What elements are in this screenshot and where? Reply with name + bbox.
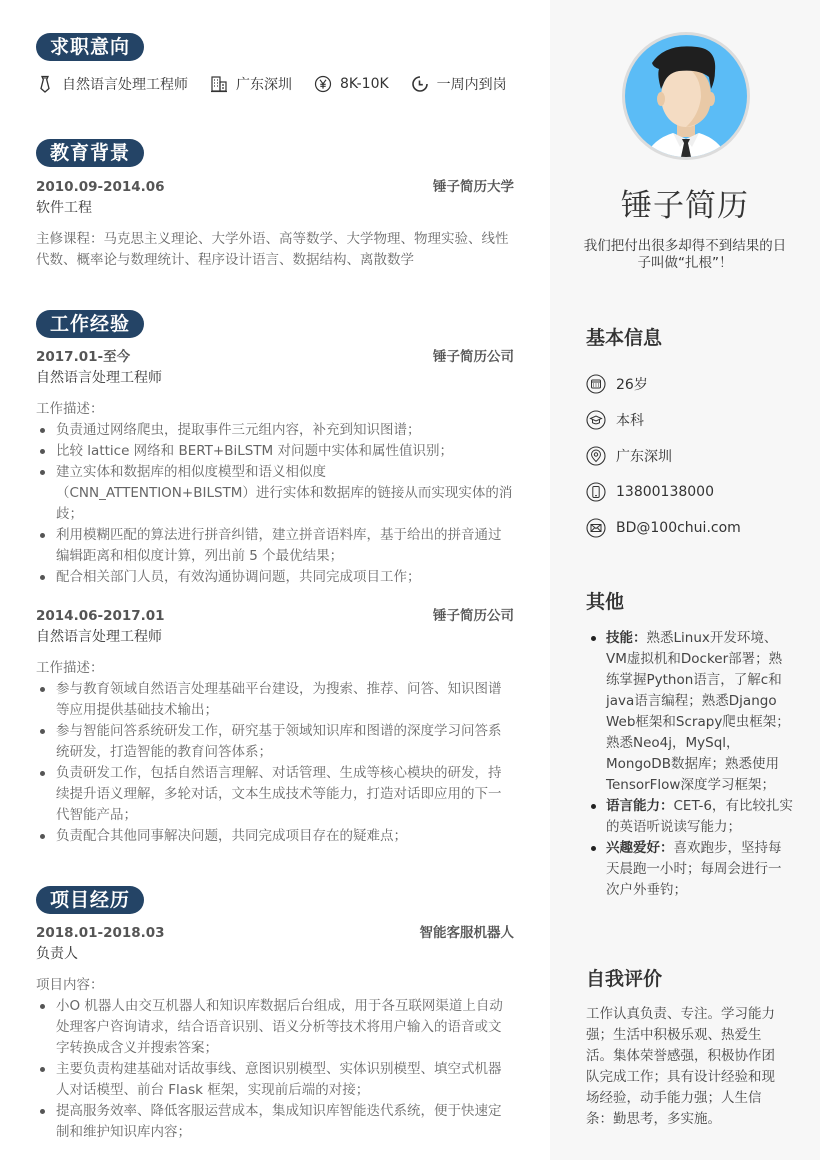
graduation-cap-icon — [586, 410, 606, 430]
info-age-text: 26岁 — [616, 377, 648, 393]
info-email — [586, 510, 741, 546]
list-item-language — [588, 796, 793, 838]
language-label: 语言能力： — [606, 798, 674, 814]
project-period: 2018.01-2018.03 — [36, 925, 165, 941]
work-company: 锤子简历公司 — [433, 349, 514, 365]
list-item-skills — [588, 628, 793, 796]
language-text: CET-6，有比较扎实的英语听说读写能力； — [606, 798, 793, 835]
tie-icon — [36, 75, 54, 93]
work-entry-2 — [36, 606, 514, 847]
intent-salary — [314, 75, 389, 93]
education-entry — [36, 177, 514, 271]
work-period: 2017.01-至今 — [36, 349, 131, 365]
list-item: 比较 lattice 网络和 BERT+BiLSTM 对问题中实体和属性值识别； — [36, 441, 514, 462]
intent-availability — [411, 74, 507, 94]
clock-icon — [411, 75, 429, 93]
info-location-text: 广东深圳 — [616, 449, 672, 465]
project-bullets — [36, 996, 514, 1143]
person-avatar-icon — [625, 35, 747, 157]
info-email-text: BD@100chui.com — [616, 520, 741, 536]
work-bullets — [36, 420, 514, 588]
list-item: 参与智能问答系统研发工作，研究基于领域知识库和图谱的深度学习问答系统研发，打造智能的教育问答体系； — [36, 721, 514, 763]
location-pin-icon — [586, 446, 606, 466]
work-period: 2014.06-2017.01 — [36, 608, 165, 624]
education-courses: 主修课程：马克思主义理论、大学外语、高等数学、大学物理、物理实验、线性代数、概率论与数理统计、程序设计语言、数据结构、离散数学 — [36, 231, 509, 268]
yen-icon — [314, 75, 332, 93]
info-age — [586, 366, 741, 402]
basic-info-list — [586, 366, 741, 546]
list-item: 负责通过网络爬虫，提取事件三元组内容，补充到知识图谱； — [36, 420, 514, 441]
project-role: 负责人 — [36, 946, 78, 962]
education-major: 软件工程 — [36, 200, 92, 216]
list-item: 提高服务效率、降低客服运营成本，集成知识库智能迭代系统，便于快速定制和维护知识库内容； — [36, 1101, 514, 1143]
info-phone-text: 13800138000 — [616, 484, 714, 500]
section-title-work: 工作经验 — [36, 310, 144, 338]
mail-icon — [586, 518, 606, 538]
list-item: 负责研发工作，包括自然语言理解、对话管理、生成等核心模块的研发，持续提升语义理解，多轮对话，文本生成技术等能力，打造对话即应用的下一代智能产品； — [36, 763, 514, 826]
list-item: 主要负责构建基础对话故事线、意图识别模型、实体识别模型、填空式机器人对话模型、前台 Flask 框架，实现前后端的对接； — [36, 1059, 514, 1101]
profile-name: 锤子简历 — [621, 188, 749, 224]
project-entry — [36, 923, 514, 1143]
info-degree-text: 本科 — [616, 413, 644, 429]
education-school: 锤子简历大学 — [433, 179, 514, 195]
work-role: 自然语言处理工程师 — [36, 629, 162, 645]
info-location — [586, 438, 741, 474]
work-bullets — [36, 679, 514, 847]
intent-salary-text: 8K-10K — [340, 76, 389, 92]
hobbies-label: 兴趣爱好： — [606, 840, 674, 856]
section-title-basic-info: 基本信息 — [586, 327, 663, 349]
list-item: 配合相关部门人员，有效沟通协调问题，共同完成项目工作； — [36, 567, 514, 588]
intent-city-text: 广东深圳 — [236, 77, 292, 93]
list-item: 利用模糊匹配的算法进行拼音纠错，建立拼音语料库，基于给出的拼音通过编辑距离和相似度计算，列出前 5 个最优结果； — [36, 525, 514, 567]
education-period: 2010.09-2014.06 — [36, 179, 165, 195]
job-intent-row — [36, 74, 529, 94]
intent-city — [210, 74, 292, 94]
project-desc-title: 项目内容： — [36, 977, 104, 993]
intent-position-text: 自然语言处理工程师 — [62, 77, 188, 93]
section-title-intent: 求职意向 — [36, 33, 144, 61]
intent-availability-text: 一周内到岗 — [436, 77, 507, 93]
building-icon — [210, 75, 228, 93]
section-title-education: 教育背景 — [36, 139, 144, 167]
other-list — [588, 628, 793, 901]
list-item: 负责配合其他同事解决问题，共同完成项目存在的疑难点； — [36, 826, 514, 847]
section-title-project: 项目经历 — [36, 886, 144, 914]
list-item: 建立实体和数据库的相似度模型和语义相似度（CNN_ATTENTION+BILSTM）进行实体和数据库的链接从而实现实体的消歧； — [36, 462, 514, 525]
skills-label: 技能： — [606, 630, 647, 646]
intent-position — [36, 74, 188, 94]
self-eval-text: 工作认真负责、专注。学习能力强；生活中积极乐观、热爱生活。集体荣誉感强，积极协作团队完成工作；具有设计经验和现场经验，动手能力强；人生信条：勤思考，多实施。 — [586, 1006, 775, 1127]
phone-icon — [586, 482, 606, 502]
list-item: 小O 机器人由交互机器人和知识库数据后台组成，用于各互联网渠道上自动处理客户咨询请求，结合语音识别、语义分析等技术将用户输入的语音或文字转换成含义并搜索答案； — [36, 996, 514, 1059]
project-name: 智能客服机器人 — [419, 925, 514, 941]
avatar — [622, 32, 750, 160]
work-desc-title: 工作描述： — [36, 660, 104, 676]
profile-motto: 我们把付出很多却得不到结果的日子叫做“扎根”！ — [583, 238, 787, 271]
info-phone — [586, 474, 741, 510]
work-entry-1 — [36, 347, 514, 588]
work-desc-title: 工作描述： — [36, 401, 104, 417]
skills-text: 熟悉Linux开发环境、VM虚拟机和Docker部署；熟练掌握Python语言，了解c和java语言编程；熟悉Django Web框架和Scrapy爬虫框架；熟悉Neo4j，MySql，MongoDB数据库；熟悉使用TensorFlow深度学习框架； — [606, 630, 790, 793]
section-title-other: 其他 — [586, 591, 625, 613]
work-company: 锤子简历公司 — [433, 608, 514, 624]
work-role: 自然语言处理工程师 — [36, 370, 162, 386]
info-degree — [586, 402, 741, 438]
list-item-hobbies — [588, 838, 793, 901]
section-title-self-eval: 自我评价 — [586, 968, 663, 990]
calendar-icon — [586, 374, 606, 394]
hobbies-text: 喜欢跑步，坚持每天晨跑一小时；每周会进行一次户外垂钓； — [606, 840, 782, 898]
list-item: 参与教育领域自然语言处理基础平台建设，为搜索、推荐、问答、知识图谱等应用提供基础技术输出； — [36, 679, 514, 721]
